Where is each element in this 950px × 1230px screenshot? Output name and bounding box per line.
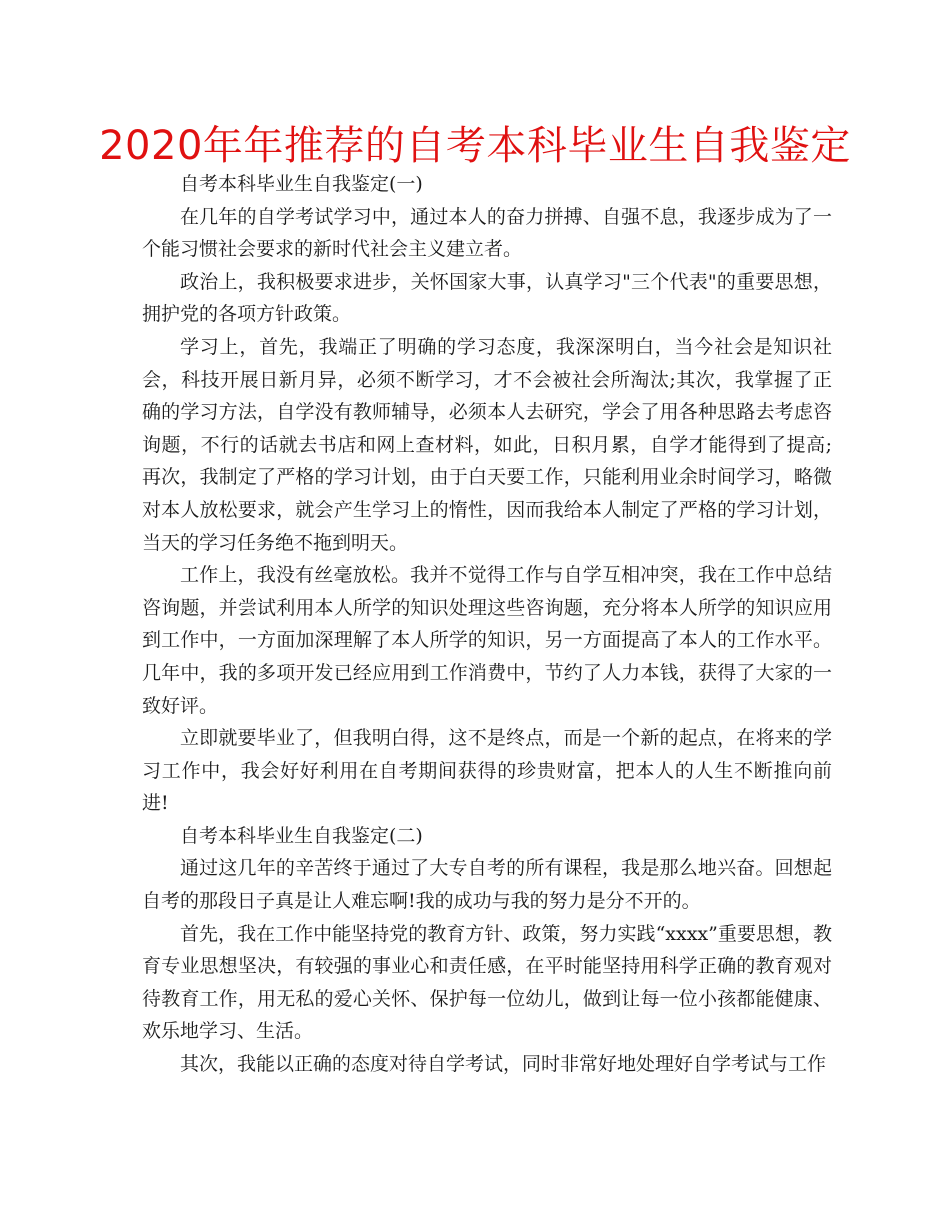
document-body (142, 168, 832, 1081)
paragraph: 学习上，首先，我端正了明确的学习态度，我深深明白，当今社会是知识社会，科技开展日新月异，必须不断学习，才不会被社会所淘汰;其次，我掌握了正确的学习方法，自学没有教师辅导，必须本人去研究，学会了用各种思路去考虑咨询题，不行的话就去书店和网上查材料，如此，日积月累，自学才能得到了提高;再次，我制定了严格的学习计划，由于白天要工作，只能利用业余时间学习，略微对本人放松要求，就会产生学习上的惰性，因而我给本人制定了严格的学习计划，当天的学习任务绝不拖到明天。 (142, 335, 832, 554)
section-heading: 自考本科毕业生自我鉴定(一) (180, 173, 423, 195)
paragraph: 在几年的自学考试学习中，通过本人的奋力拼搏、自强不息，我逐步成为了一个能习惯社会要求的新时代社会主义建立者。 (142, 205, 832, 261)
paragraph: 政治上，我积极要求进步，关怀国家大事，认真学习"三个代表"的重要思想，拥护党的各项方针政策。 (142, 270, 832, 326)
document-title: 2020年年推荐的自考本科毕业生自我鉴定 (99, 123, 851, 169)
paragraph: 首先，我在工作中能坚持党的教育方针、政策，努力实践“xxxx”重要思想，教育专业思想坚决，有较强的事业心和责任感，在平时能坚持用科学正确的教育观对待教育工作，用无私的爱心关怀、保护每一位幼儿，做到让每一位小孩都能健康、欢乐地学习、生活。 (142, 922, 832, 1043)
paragraph: 通过这几年的辛苦终于通过了大专自考的所有课程，我是那么地兴奋。回想起自考的那段日子真是让人难忘啊!我的成功与我的努力是分不开的。 (142, 857, 832, 913)
section-heading: 自考本科毕业生自我鉴定(二) (180, 824, 423, 847)
paragraph: 工作上，我没有丝毫放松。我并不觉得工作与自学互相冲突，我在工作中总结咨询题，并尝试利用本人所学的知识处理这些咨询题，充分将本人所学的知识应用到工作中，一方面加深理解了本人所学的知识，另一方面提高了本人的工作水平。几年中，我的多项开发已经应用到工作消费中，节约了人力本钱，获得了大家的一致好评。 (142, 564, 832, 717)
paragraph: 立即就要毕业了，但我明白得，这不是终点，而是一个新的起点，在将来的学习工作中，我会好好利用在自考期间获得的珍贵财富，把本人的人生不断推向前进! (142, 727, 832, 815)
paragraph: 其次，我能以正确的态度对待自学考试，同时非常好地处理好自学考试与工作 (180, 1053, 827, 1076)
